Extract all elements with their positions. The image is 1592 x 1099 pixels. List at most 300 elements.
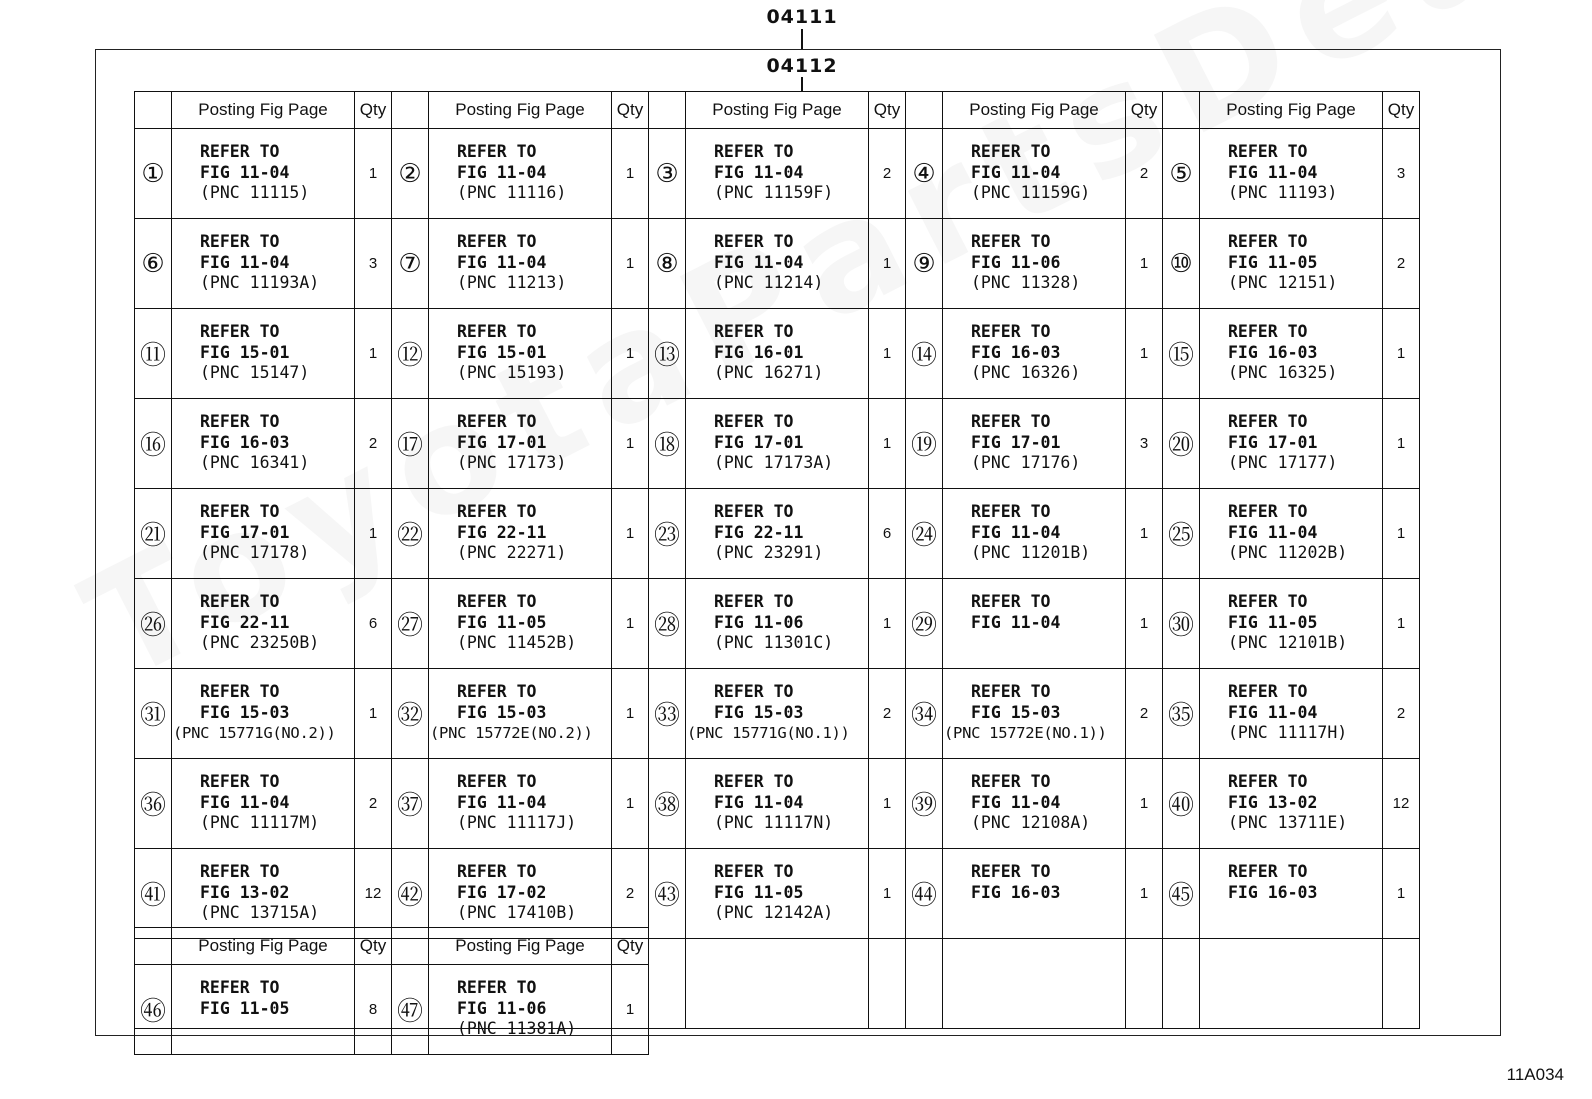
item-number: ㉚ bbox=[1163, 579, 1200, 669]
fig-reference: FIG 22-11 bbox=[457, 522, 547, 542]
refer-text: REFER TO bbox=[714, 862, 794, 881]
quantity: 1 bbox=[1383, 579, 1420, 669]
header-qty: Qty bbox=[612, 928, 649, 965]
posting-fig-page-cell bbox=[686, 849, 869, 939]
figure-code: 11A034 bbox=[1506, 1065, 1564, 1084]
posting-fig-page-cell bbox=[172, 849, 355, 939]
pnc-reference: (PNC 17177) bbox=[1228, 453, 1338, 472]
refer-text: REFER TO bbox=[200, 412, 280, 431]
quantity: 1 bbox=[1126, 579, 1163, 669]
quantity: 1 bbox=[1126, 489, 1163, 579]
header-index bbox=[1163, 92, 1200, 129]
pnc-reference: (PNC 11193A) bbox=[200, 273, 320, 292]
posting-fig-page-cell bbox=[429, 669, 612, 759]
fig-reference: FIG 11-04 bbox=[200, 162, 290, 182]
quantity: 1 bbox=[869, 399, 906, 489]
refer-text: REFER TO bbox=[457, 502, 537, 521]
pnc-reference: (PNC 11117N) bbox=[714, 813, 834, 832]
quantity: 1 bbox=[612, 309, 649, 399]
fig-reference: FIG 16-03 bbox=[1228, 882, 1318, 902]
item-number: ⑨ bbox=[906, 219, 943, 309]
table-row bbox=[135, 489, 1420, 579]
posting-fig-page-cell bbox=[943, 309, 1126, 399]
pnc-reference: (PNC 11116) bbox=[457, 183, 567, 202]
fig-reference: FIG 11-04 bbox=[457, 252, 547, 272]
refer-text: REFER TO bbox=[1228, 862, 1308, 881]
item-number: ㉔ bbox=[906, 489, 943, 579]
fig-reference: FIG 17-01 bbox=[714, 432, 804, 452]
posting-fig-page-cell bbox=[686, 399, 869, 489]
fig-reference: FIG 15-03 bbox=[714, 702, 804, 722]
refer-text: REFER TO bbox=[1228, 232, 1308, 251]
pnc-reference: (PNC 16326) bbox=[971, 363, 1081, 382]
pnc-reference: (PNC 11117H) bbox=[1228, 723, 1348, 742]
fig-reference: FIG 17-01 bbox=[200, 522, 290, 542]
pnc-reference: (PNC 12142A) bbox=[714, 903, 834, 922]
item-number: ⑯ bbox=[135, 399, 172, 489]
posting-fig-page-cell bbox=[1200, 219, 1383, 309]
fig-reference: FIG 11-04 bbox=[971, 792, 1061, 812]
header-index bbox=[392, 92, 429, 129]
refer-text: REFER TO bbox=[1228, 322, 1308, 341]
header-qty: Qty bbox=[869, 92, 906, 129]
header-posting-fig-page: Posting Fig Page bbox=[429, 928, 612, 965]
pnc-reference: (PNC 11201B) bbox=[971, 543, 1091, 562]
quantity: 1 bbox=[1383, 309, 1420, 399]
item-number: ㉘ bbox=[649, 579, 686, 669]
quantity: 1 bbox=[869, 759, 906, 849]
header-index bbox=[135, 92, 172, 129]
header-qty: Qty bbox=[355, 92, 392, 129]
fig-reference: FIG 11-04 bbox=[200, 792, 290, 812]
item-number: ㉒ bbox=[392, 489, 429, 579]
posting-fig-page-cell bbox=[686, 219, 869, 309]
fig-reference: FIG 11-04 bbox=[457, 792, 547, 812]
pnc-reference: (PNC 16325) bbox=[1228, 363, 1338, 382]
fig-reference: FIG 15-01 bbox=[200, 342, 290, 362]
posting-fig-page-cell bbox=[172, 489, 355, 579]
posting-fig-page-cell bbox=[429, 129, 612, 219]
header-qty: Qty bbox=[1126, 92, 1163, 129]
inner-leader-line bbox=[801, 77, 803, 92]
refer-text: REFER TO bbox=[971, 502, 1051, 521]
item-number: ⑦ bbox=[392, 219, 429, 309]
item-number: ㊸ bbox=[649, 849, 686, 939]
posting-fig-page-cell bbox=[686, 129, 869, 219]
fig-reference: FIG 11-05 bbox=[1228, 612, 1318, 632]
refer-text: REFER TO bbox=[200, 978, 280, 997]
pnc-reference: (PNC 17173) bbox=[457, 453, 567, 472]
refer-text: REFER TO bbox=[714, 772, 794, 791]
refer-text: REFER TO bbox=[200, 592, 280, 611]
quantity: 1 bbox=[612, 669, 649, 759]
posting-fig-page-cell bbox=[429, 399, 612, 489]
quantity: 2 bbox=[612, 849, 649, 939]
quantity: 3 bbox=[1383, 129, 1420, 219]
quantity: 2 bbox=[869, 129, 906, 219]
posting-fig-page-cell bbox=[943, 129, 1126, 219]
quantity: 1 bbox=[1383, 849, 1420, 939]
pnc-reference: (PNC 11328) bbox=[971, 273, 1081, 292]
quantity: 12 bbox=[355, 849, 392, 939]
quantity: 2 bbox=[1383, 219, 1420, 309]
quantity: 1 bbox=[869, 849, 906, 939]
quantity: 2 bbox=[355, 399, 392, 489]
refer-text: REFER TO bbox=[457, 232, 537, 251]
posting-fig-page-cell bbox=[1200, 309, 1383, 399]
posting-fig-page-cell bbox=[1200, 759, 1383, 849]
fig-reference: FIG 13-02 bbox=[200, 882, 290, 902]
header-posting-fig-page: Posting Fig Page bbox=[943, 92, 1126, 129]
refer-text: REFER TO bbox=[457, 412, 537, 431]
header-index bbox=[649, 92, 686, 129]
fig-reference: FIG 16-03 bbox=[1228, 342, 1318, 362]
item-number: ⑮ bbox=[1163, 309, 1200, 399]
item-number: ㊲ bbox=[392, 759, 429, 849]
item-number: ㉗ bbox=[392, 579, 429, 669]
refer-text: REFER TO bbox=[1228, 142, 1308, 161]
posting-fig-page-cell bbox=[429, 219, 612, 309]
item-number: ㉛ bbox=[135, 669, 172, 759]
item-number: ㉟ bbox=[1163, 669, 1200, 759]
quantity: 3 bbox=[355, 219, 392, 309]
posting-fig-page-cell bbox=[1200, 849, 1383, 939]
item-number: ⑬ bbox=[649, 309, 686, 399]
pnc-reference: (PNC 15772E(NO.1)) bbox=[944, 724, 1107, 742]
pnc-reference: (PNC 17173A) bbox=[714, 453, 834, 472]
quantity: 3 bbox=[1126, 399, 1163, 489]
quantity: 1 bbox=[1126, 759, 1163, 849]
refer-text: REFER TO bbox=[200, 142, 280, 161]
item-number: ⑧ bbox=[649, 219, 686, 309]
pnc-reference: (PNC 11117J) bbox=[457, 813, 577, 832]
pnc-reference: (PNC 22271) bbox=[457, 543, 567, 562]
quantity: 1 bbox=[869, 579, 906, 669]
fig-reference: FIG 15-03 bbox=[200, 702, 290, 722]
quantity: 1 bbox=[612, 965, 649, 1055]
refer-text: REFER TO bbox=[971, 862, 1051, 881]
item-number: ② bbox=[392, 129, 429, 219]
pnc-reference: (PNC 11452B) bbox=[457, 633, 577, 652]
table-row bbox=[135, 579, 1420, 669]
quantity: 2 bbox=[1383, 669, 1420, 759]
refer-text: REFER TO bbox=[714, 592, 794, 611]
table-header-row bbox=[135, 92, 1420, 129]
item-number: ⑳ bbox=[1163, 399, 1200, 489]
refer-text: REFER TO bbox=[714, 142, 794, 161]
refer-text: REFER TO bbox=[1228, 772, 1308, 791]
refer-text: REFER TO bbox=[457, 592, 537, 611]
quantity: 6 bbox=[355, 579, 392, 669]
posting-fig-page-cell bbox=[1200, 669, 1383, 759]
posting-fig-page-cell bbox=[429, 309, 612, 399]
item-number: ⑥ bbox=[135, 219, 172, 309]
posting-fig-page-cell bbox=[1200, 489, 1383, 579]
refer-text: REFER TO bbox=[200, 232, 280, 251]
item-number: ㉓ bbox=[649, 489, 686, 579]
fig-reference: FIG 11-05 bbox=[457, 612, 547, 632]
parts-reference-table-secondary bbox=[134, 927, 649, 1055]
posting-fig-page-cell bbox=[686, 669, 869, 759]
item-number: ① bbox=[135, 129, 172, 219]
quantity: 1 bbox=[1126, 309, 1163, 399]
posting-fig-page-cell bbox=[429, 759, 612, 849]
posting-fig-page-cell bbox=[943, 849, 1126, 939]
quantity: 1 bbox=[355, 129, 392, 219]
fig-reference: FIG 17-01 bbox=[971, 432, 1061, 452]
item-number bbox=[906, 939, 943, 1029]
header-qty: Qty bbox=[612, 92, 649, 129]
quantity: 1 bbox=[612, 399, 649, 489]
fig-reference: FIG 17-02 bbox=[457, 882, 547, 902]
header-posting-fig-page: Posting Fig Page bbox=[172, 928, 355, 965]
fig-reference: FIG 11-04 bbox=[1228, 702, 1318, 722]
header-posting-fig-page: Posting Fig Page bbox=[172, 92, 355, 129]
item-number: ㊵ bbox=[1163, 759, 1200, 849]
fig-reference: FIG 11-06 bbox=[714, 612, 804, 632]
quantity: 2 bbox=[1126, 669, 1163, 759]
pnc-reference: (PNC 11159F) bbox=[714, 183, 834, 202]
pnc-reference: (PNC 17178) bbox=[200, 543, 310, 562]
refer-text: REFER TO bbox=[971, 412, 1051, 431]
quantity: 1 bbox=[612, 579, 649, 669]
table-row bbox=[135, 399, 1420, 489]
posting-fig-page-cell bbox=[172, 129, 355, 219]
quantity: 1 bbox=[1126, 219, 1163, 309]
posting-fig-page-cell bbox=[172, 219, 355, 309]
item-number: ㉑ bbox=[135, 489, 172, 579]
refer-text: REFER TO bbox=[200, 502, 280, 521]
pnc-reference: (PNC 11214) bbox=[714, 273, 824, 292]
fig-reference: FIG 16-03 bbox=[971, 882, 1061, 902]
fig-reference: FIG 11-04 bbox=[714, 792, 804, 812]
table-row bbox=[135, 129, 1420, 219]
table-row bbox=[135, 759, 1420, 849]
pnc-reference: (PNC 11159G) bbox=[971, 183, 1091, 202]
item-number: ㊶ bbox=[135, 849, 172, 939]
parts-reference-table bbox=[134, 91, 1420, 1029]
fig-reference: FIG 17-01 bbox=[1228, 432, 1318, 452]
fig-reference: FIG 11-05 bbox=[1228, 252, 1318, 272]
item-number: ㊺ bbox=[1163, 849, 1200, 939]
quantity: 1 bbox=[869, 309, 906, 399]
item-number: ⑱ bbox=[649, 399, 686, 489]
refer-text: REFER TO bbox=[457, 682, 537, 701]
table-row bbox=[135, 309, 1420, 399]
posting-fig-page-cell bbox=[943, 579, 1126, 669]
pnc-reference: (PNC 15147) bbox=[200, 363, 310, 382]
quantity: 8 bbox=[355, 965, 392, 1055]
fig-reference: FIG 11-04 bbox=[971, 162, 1061, 182]
refer-text: REFER TO bbox=[457, 142, 537, 161]
refer-text: REFER TO bbox=[971, 322, 1051, 341]
pnc-reference: (PNC 11117M) bbox=[200, 813, 320, 832]
item-number: ⑪ bbox=[135, 309, 172, 399]
pnc-reference: (PNC 11193) bbox=[1228, 183, 1338, 202]
fig-reference: FIG 17-01 bbox=[457, 432, 547, 452]
posting-fig-page-cell bbox=[172, 965, 355, 1055]
table-row bbox=[135, 219, 1420, 309]
fig-reference: FIG 11-04 bbox=[1228, 522, 1318, 542]
posting-fig-page-cell bbox=[172, 399, 355, 489]
quantity: 6 bbox=[869, 489, 906, 579]
posting-fig-page-cell bbox=[686, 489, 869, 579]
posting-fig-page-cell bbox=[943, 669, 1126, 759]
fig-reference: FIG 11-05 bbox=[200, 998, 290, 1018]
pnc-reference: (PNC 15772E(NO.2)) bbox=[430, 724, 593, 742]
posting-fig-page-cell bbox=[943, 489, 1126, 579]
pnc-reference: (PNC 23250B) bbox=[200, 633, 320, 652]
table-header-row bbox=[135, 928, 649, 965]
item-number: ㊷ bbox=[392, 849, 429, 939]
refer-text: REFER TO bbox=[1228, 682, 1308, 701]
posting-fig-page-cell bbox=[943, 939, 1126, 1029]
item-number: ㉜ bbox=[392, 669, 429, 759]
table-row bbox=[135, 849, 1420, 939]
quantity: 1 bbox=[612, 759, 649, 849]
quantity: 1 bbox=[612, 219, 649, 309]
refer-text: REFER TO bbox=[714, 232, 794, 251]
quantity: 1 bbox=[612, 489, 649, 579]
fig-reference: FIG 11-04 bbox=[714, 252, 804, 272]
refer-text: REFER TO bbox=[200, 862, 280, 881]
item-number: ㉞ bbox=[906, 669, 943, 759]
fig-reference: FIG 22-11 bbox=[200, 612, 290, 632]
header-index bbox=[392, 928, 429, 965]
posting-fig-page-cell bbox=[172, 579, 355, 669]
quantity: 2 bbox=[869, 669, 906, 759]
refer-text: REFER TO bbox=[971, 232, 1051, 251]
fig-reference: FIG 11-05 bbox=[714, 882, 804, 902]
posting-fig-page-cell bbox=[172, 759, 355, 849]
refer-text: REFER TO bbox=[714, 412, 794, 431]
fig-reference: FIG 11-04 bbox=[971, 612, 1061, 632]
fig-reference: FIG 11-04 bbox=[971, 522, 1061, 542]
item-number: ⑫ bbox=[392, 309, 429, 399]
item-number: ㉕ bbox=[1163, 489, 1200, 579]
header-index bbox=[135, 928, 172, 965]
fig-reference: FIG 11-04 bbox=[1228, 162, 1318, 182]
refer-text: REFER TO bbox=[457, 322, 537, 341]
refer-text: REFER TO bbox=[1228, 412, 1308, 431]
posting-fig-page-cell bbox=[686, 759, 869, 849]
item-number: ⑤ bbox=[1163, 129, 1200, 219]
pnc-reference: (PNC 13711E) bbox=[1228, 813, 1348, 832]
quantity: 1 bbox=[869, 219, 906, 309]
refer-text: REFER TO bbox=[1228, 592, 1308, 611]
posting-fig-page-cell bbox=[1200, 939, 1383, 1029]
posting-fig-page-cell bbox=[172, 309, 355, 399]
refer-text: REFER TO bbox=[200, 772, 280, 791]
item-number: ㊻ bbox=[135, 965, 172, 1055]
pnc-reference: (PNC 15771G(NO.1)) bbox=[687, 724, 850, 742]
item-number: ㊼ bbox=[392, 965, 429, 1055]
refer-text: REFER TO bbox=[457, 772, 537, 791]
refer-text: REFER TO bbox=[200, 682, 280, 701]
item-number: ⑲ bbox=[906, 399, 943, 489]
quantity: 1 bbox=[612, 129, 649, 219]
header-posting-fig-page: Posting Fig Page bbox=[429, 92, 612, 129]
item-number bbox=[1163, 939, 1200, 1029]
pnc-reference: (PNC 11115) bbox=[200, 183, 310, 202]
posting-fig-page-cell bbox=[686, 939, 869, 1029]
table-row bbox=[135, 965, 649, 1055]
quantity bbox=[1383, 939, 1420, 1029]
posting-fig-page-cell bbox=[172, 669, 355, 759]
pnc-reference: (PNC 17176) bbox=[971, 453, 1081, 472]
item-number: ㊳ bbox=[649, 759, 686, 849]
posting-fig-page-cell bbox=[1200, 399, 1383, 489]
pnc-reference: (PNC 12101B) bbox=[1228, 633, 1348, 652]
fig-reference: FIG 11-06 bbox=[457, 998, 547, 1018]
pnc-reference: (PNC 16271) bbox=[714, 363, 824, 382]
top-leader-line bbox=[801, 29, 803, 49]
posting-fig-page-cell bbox=[943, 759, 1126, 849]
posting-fig-page-cell bbox=[1200, 579, 1383, 669]
posting-fig-page-cell bbox=[429, 849, 612, 939]
fig-reference: FIG 16-03 bbox=[200, 432, 290, 452]
fig-reference: FIG 11-04 bbox=[200, 252, 290, 272]
pnc-reference: (PNC 15771G(NO.2)) bbox=[173, 724, 336, 742]
pnc-reference: (PNC 11301C) bbox=[714, 633, 834, 652]
item-number: ㉙ bbox=[906, 579, 943, 669]
posting-fig-page-cell bbox=[686, 579, 869, 669]
refer-text: REFER TO bbox=[200, 322, 280, 341]
item-number: ㉝ bbox=[649, 669, 686, 759]
posting-fig-page-cell bbox=[943, 399, 1126, 489]
refer-text: REFER TO bbox=[971, 592, 1051, 611]
item-number bbox=[649, 939, 686, 1029]
item-number: ㊱ bbox=[135, 759, 172, 849]
inner-assembly-code: 04112 bbox=[766, 55, 838, 77]
header-posting-fig-page: Posting Fig Page bbox=[1200, 92, 1383, 129]
header-index bbox=[906, 92, 943, 129]
posting-fig-page-cell bbox=[943, 219, 1126, 309]
refer-text: REFER TO bbox=[457, 862, 537, 881]
item-number: ④ bbox=[906, 129, 943, 219]
pnc-reference: (PNC 16341) bbox=[200, 453, 310, 472]
fig-reference: FIG 11-04 bbox=[714, 162, 804, 182]
item-number: ㉖ bbox=[135, 579, 172, 669]
header-qty: Qty bbox=[1383, 92, 1420, 129]
pnc-reference: (PNC 11381A) bbox=[457, 1019, 577, 1038]
pnc-reference: (PNC 13715A) bbox=[200, 903, 320, 922]
quantity: 1 bbox=[355, 489, 392, 579]
fig-reference: FIG 16-01 bbox=[714, 342, 804, 362]
item-number: ㊴ bbox=[906, 759, 943, 849]
quantity: 2 bbox=[355, 759, 392, 849]
fig-reference: FIG 11-04 bbox=[457, 162, 547, 182]
quantity: 1 bbox=[355, 309, 392, 399]
item-number: ③ bbox=[649, 129, 686, 219]
quantity: 1 bbox=[1126, 849, 1163, 939]
table-row bbox=[135, 669, 1420, 759]
fig-reference: FIG 22-11 bbox=[714, 522, 804, 542]
quantity: 1 bbox=[1383, 399, 1420, 489]
quantity: 1 bbox=[355, 669, 392, 759]
refer-text: REFER TO bbox=[714, 322, 794, 341]
fig-reference: FIG 13-02 bbox=[1228, 792, 1318, 812]
header-posting-fig-page: Posting Fig Page bbox=[686, 92, 869, 129]
fig-reference: FIG 15-03 bbox=[457, 702, 547, 722]
pnc-reference: (PNC 11213) bbox=[457, 273, 567, 292]
refer-text: REFER TO bbox=[971, 142, 1051, 161]
pnc-reference: (PNC 17410B) bbox=[457, 903, 577, 922]
posting-fig-page-cell bbox=[429, 965, 612, 1055]
posting-fig-page-cell bbox=[429, 489, 612, 579]
top-assembly-code: 04111 bbox=[766, 6, 838, 28]
quantity bbox=[869, 939, 906, 1029]
